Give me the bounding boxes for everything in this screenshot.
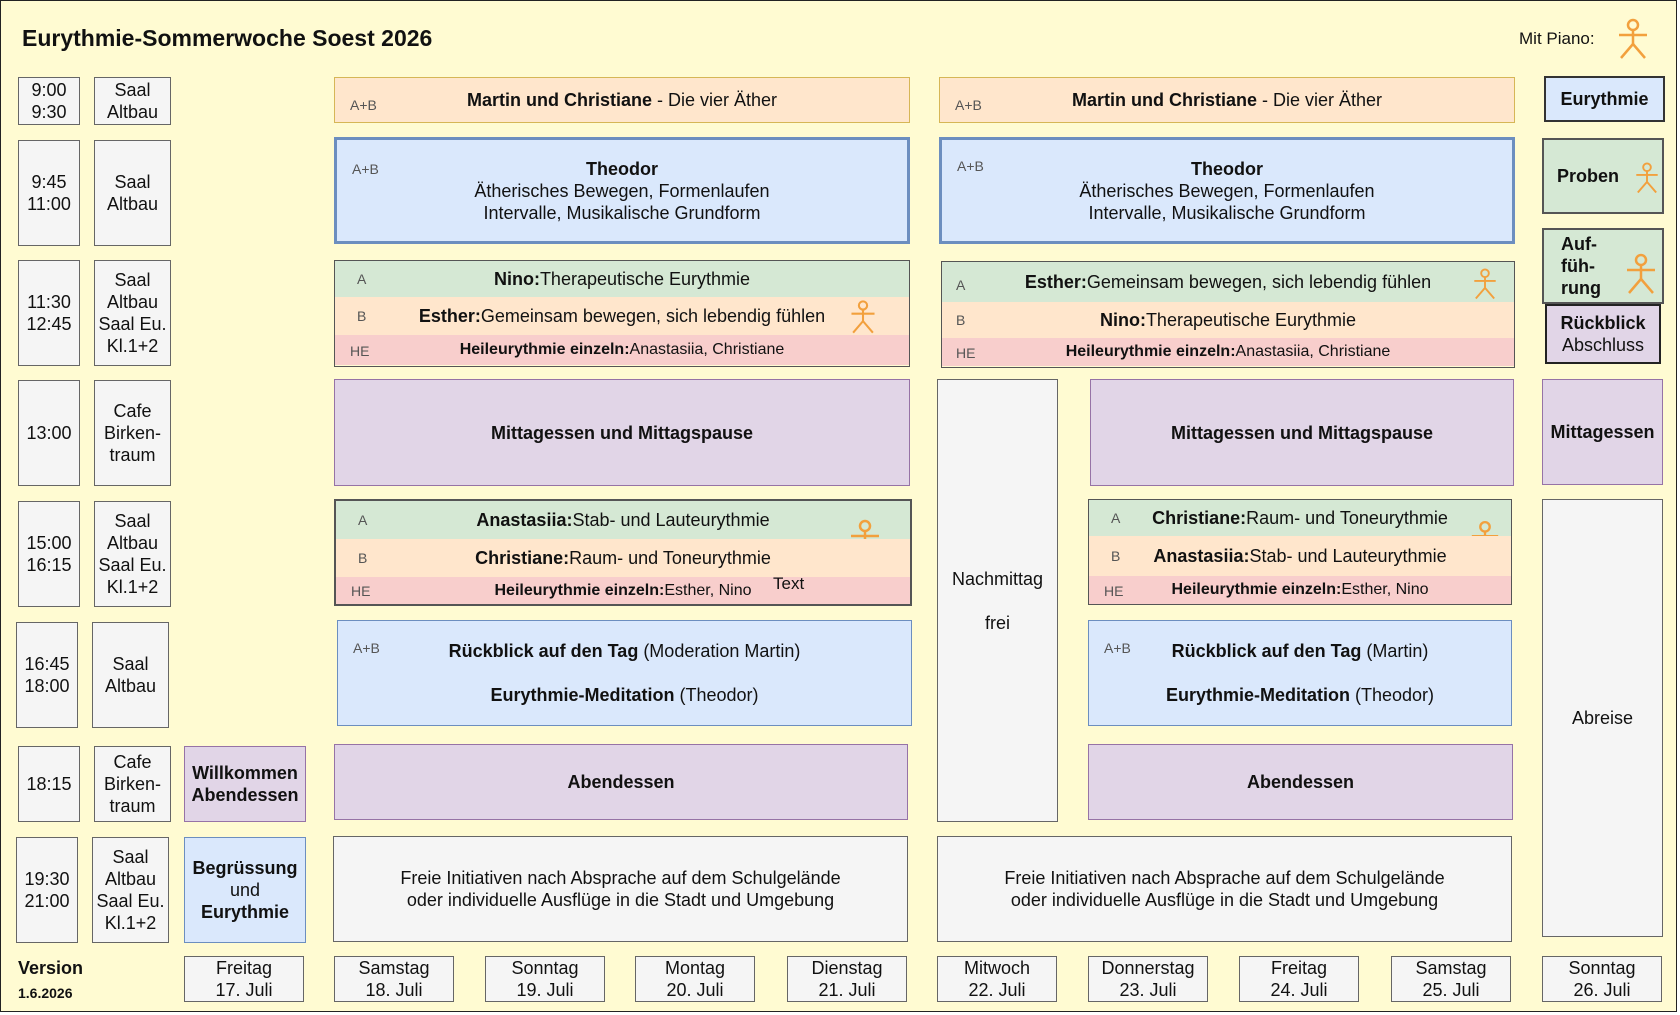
group-tag: A bbox=[956, 277, 966, 293]
week1-theodor-block bbox=[334, 137, 910, 244]
room-line: Altbau bbox=[106, 533, 159, 553]
evening-line: oder individuelle Ausflüge in die Stadt und Umgebung bbox=[1010, 890, 1439, 910]
day-name: Mitwoch bbox=[963, 958, 1030, 978]
room-line: Kl.1+2 bbox=[104, 913, 157, 933]
teacher-name: Esther: bbox=[418, 305, 481, 326]
day-header bbox=[635, 956, 755, 1002]
last-day-proben-block bbox=[1542, 138, 1664, 214]
room-line: Saal bbox=[114, 270, 151, 290]
week1-evening-block bbox=[333, 836, 908, 942]
room-line: Altbau bbox=[106, 194, 159, 214]
day-name: Sonntag bbox=[1568, 958, 1636, 978]
course-title: Esther, Nino bbox=[1341, 581, 1429, 598]
time-end: 18:00 bbox=[24, 676, 70, 696]
day-header bbox=[485, 956, 605, 1002]
room-line: Altbau bbox=[106, 292, 159, 312]
group-tag: A+B bbox=[352, 161, 379, 177]
last-day-review-block bbox=[1545, 304, 1661, 364]
teacher-name: Theodor bbox=[586, 158, 658, 179]
meditation-title: Eurythmie-Meditation bbox=[1165, 685, 1350, 705]
room-line: Kl.1+2 bbox=[106, 336, 159, 356]
room-slot-1 bbox=[94, 77, 171, 125]
course-title: - Die vier Äther bbox=[651, 90, 778, 110]
week1-morning-block bbox=[334, 77, 910, 123]
group-tag: HE bbox=[1104, 583, 1124, 599]
day-header bbox=[1088, 956, 1208, 1002]
day-date: 22. Juli bbox=[968, 980, 1026, 1000]
time-start: 18:15 bbox=[26, 774, 72, 794]
week1-dinner-block: Abendessen bbox=[334, 744, 908, 820]
week2-morning-block bbox=[939, 77, 1515, 123]
day-name: Sonntag bbox=[511, 958, 579, 978]
teacher-name: Christiane: bbox=[475, 547, 570, 568]
day-name: Samstag bbox=[1415, 958, 1487, 978]
piano-legend-label: Mit Piano: bbox=[1519, 29, 1595, 48]
room-line: Cafe bbox=[113, 752, 152, 772]
time-start: 16:45 bbox=[24, 654, 70, 674]
block-line: Begrüssung bbox=[192, 858, 298, 878]
course-title: Gemeinsam bewegen, sich lebendig fühlen bbox=[480, 305, 826, 326]
course-row-b bbox=[336, 539, 910, 577]
week2-afternoon-stack bbox=[1088, 499, 1512, 605]
group-tag: HE bbox=[350, 343, 370, 359]
room-line: Cafe bbox=[113, 401, 152, 421]
day-header bbox=[1239, 956, 1359, 1002]
teacher-name: Heileurythmie einzeln: bbox=[1065, 343, 1236, 360]
room-line: Saal bbox=[114, 80, 151, 100]
course-title: Anastasiia, Christiane bbox=[629, 341, 785, 358]
review-label: Rückblick bbox=[1560, 313, 1646, 333]
room-slot-5 bbox=[94, 501, 171, 607]
course-title: Anastasiia, Christiane bbox=[1235, 343, 1391, 360]
course-row-a bbox=[942, 262, 1514, 302]
review-moderator: (Moderation Martin) bbox=[638, 641, 801, 661]
teacher-name: Anastasiia: bbox=[1153, 545, 1250, 566]
day-date: 26. Juli bbox=[1573, 980, 1631, 1000]
course-line: Intervalle, Musikalische Grundform bbox=[1088, 202, 1366, 223]
day-header bbox=[787, 956, 907, 1002]
room-line: Saal bbox=[112, 847, 149, 867]
day-header bbox=[1542, 956, 1662, 1002]
piano-person-icon bbox=[1634, 160, 1660, 196]
day-header bbox=[937, 956, 1057, 1002]
week2-review-block bbox=[1088, 620, 1512, 726]
teacher-name: Heileurythmie einzeln: bbox=[1171, 581, 1342, 598]
week2-lunch-block: Mittagessen und Mittagspause bbox=[1090, 379, 1514, 486]
room-slot-4 bbox=[94, 380, 171, 486]
time-start: 15:00 bbox=[26, 533, 72, 553]
day-date: 25. Juli bbox=[1422, 980, 1480, 1000]
meditation-title: Eurythmie-Meditation bbox=[490, 685, 675, 705]
day-name: Samstag bbox=[358, 958, 430, 978]
course-title: - Die vier Äther bbox=[1256, 90, 1383, 110]
room-line: Saal bbox=[112, 654, 149, 674]
week2-evening-block bbox=[937, 836, 1512, 942]
performance-line: füh- bbox=[1561, 256, 1595, 276]
room-line: Saal Eu. bbox=[96, 891, 165, 911]
version-date: 1.6.2026 bbox=[18, 985, 73, 1001]
piano-person-icon bbox=[1624, 250, 1658, 298]
time-start: 9:45 bbox=[31, 172, 67, 192]
welcome-eurythmy-block bbox=[184, 837, 306, 943]
teacher-name: Theodor bbox=[1191, 158, 1263, 179]
wednesday-free-afternoon bbox=[937, 379, 1058, 822]
performance-line: Auf- bbox=[1561, 234, 1597, 254]
evening-line: oder individuelle Ausflüge in die Stadt und Umgebung bbox=[406, 890, 835, 910]
course-line: Ätherisches Bewegen, Formenlaufen bbox=[474, 180, 770, 201]
time-end: 21:00 bbox=[24, 891, 70, 911]
room-line: Saal bbox=[114, 172, 151, 192]
day-date: 17. Juli bbox=[215, 980, 273, 1000]
course-title: Therapeutische Eurythmie bbox=[539, 268, 751, 289]
room-line: Saal Eu. bbox=[98, 555, 167, 575]
room-line: Altbau bbox=[104, 676, 157, 696]
week2-dinner-block: Abendessen bbox=[1088, 744, 1513, 820]
day-date: 18. Juli bbox=[365, 980, 423, 1000]
teacher-name: Martin und Christiane bbox=[1071, 90, 1257, 110]
group-tag: B bbox=[357, 308, 367, 324]
time-slot-8 bbox=[16, 837, 78, 943]
group-tag: A bbox=[357, 271, 367, 287]
day-name: Freitag bbox=[1270, 958, 1328, 978]
room-slot-7 bbox=[94, 746, 171, 822]
free-line: frei bbox=[984, 612, 1010, 633]
time-start: 9:00 bbox=[31, 80, 67, 100]
day-header bbox=[184, 956, 304, 1002]
day-header bbox=[334, 956, 454, 1002]
group-tag: A+B bbox=[957, 158, 984, 174]
week1-afternoon-stack bbox=[334, 499, 912, 606]
teacher-name: Nino: bbox=[1099, 309, 1146, 330]
day-name: Freitag bbox=[215, 958, 273, 978]
day-header bbox=[1391, 956, 1511, 1002]
block-line: Abendessen bbox=[191, 785, 299, 805]
course-row-he bbox=[942, 338, 1514, 366]
group-tag: A+B bbox=[350, 97, 377, 113]
room-line: Saal bbox=[114, 511, 151, 531]
piano-person-icon bbox=[1616, 18, 1650, 60]
course-row-he bbox=[336, 577, 910, 604]
version-label: Version bbox=[18, 958, 84, 978]
time-start: 11:30 bbox=[27, 292, 71, 312]
course-row-he bbox=[1089, 576, 1511, 604]
time-end: 11:00 bbox=[27, 194, 71, 214]
block-line: Eurythmie bbox=[200, 902, 290, 922]
time-end: 16:15 bbox=[26, 555, 72, 575]
room-line: Altbau bbox=[104, 869, 157, 889]
day-date: 20. Juli bbox=[666, 980, 724, 1000]
welcome-dinner-block bbox=[184, 746, 306, 822]
course-row-b bbox=[1089, 536, 1511, 576]
review-moderator: (Martin) bbox=[1361, 641, 1429, 661]
room-line: Birken- bbox=[103, 423, 161, 443]
last-day-departure-block: Abreise bbox=[1542, 499, 1663, 937]
group-tag: B bbox=[358, 550, 368, 566]
teacher-name: Heileurythmie einzeln: bbox=[494, 581, 665, 599]
closing-label: Abschluss bbox=[1561, 335, 1645, 355]
day-date: 19. Juli bbox=[516, 980, 574, 1000]
page-title: Eurythmie-Sommerwoche Soest 2026 bbox=[22, 25, 433, 51]
course-title: Raum- und Toneurythmie bbox=[1246, 507, 1448, 528]
week1-late-morning-stack bbox=[334, 260, 910, 367]
time-start: 13:00 bbox=[26, 423, 72, 443]
group-tag: A bbox=[1111, 510, 1121, 526]
day-name: Donnerstag bbox=[1101, 958, 1195, 978]
course-row-b bbox=[942, 302, 1514, 338]
group-tag: B bbox=[1111, 548, 1121, 564]
last-day-performance-block bbox=[1542, 228, 1664, 304]
proben-label: Proben bbox=[1556, 166, 1619, 186]
course-title: Esther, Nino bbox=[664, 581, 752, 599]
time-slot-3 bbox=[18, 260, 80, 366]
time-slot-7 bbox=[18, 746, 80, 822]
evening-line: Freie Initiativen nach Absprache auf dem Schulgelände bbox=[1004, 868, 1445, 888]
time-slot-5 bbox=[18, 501, 80, 607]
week1-review-block bbox=[337, 620, 912, 726]
meditation-teacher: (Theodor) bbox=[1349, 685, 1435, 705]
meditation-teacher: (Theodor) bbox=[674, 685, 759, 705]
room-slot-6 bbox=[92, 622, 169, 728]
group-tag: A+B bbox=[353, 640, 380, 656]
performance-line: rung bbox=[1561, 278, 1601, 298]
piano-person-icon bbox=[1472, 267, 1498, 301]
room-line: Saal Eu. bbox=[98, 314, 167, 334]
week1-lunch-block: Mittagessen und Mittagspause bbox=[334, 379, 910, 486]
group-tag: B bbox=[956, 312, 966, 328]
time-end: 9:30 bbox=[31, 102, 67, 122]
block-line: und bbox=[229, 880, 261, 900]
teacher-name: Esther: bbox=[1024, 271, 1087, 292]
room-line: Altbau bbox=[106, 102, 159, 122]
piano-person-icon bbox=[849, 299, 877, 335]
room-line: Birken- bbox=[103, 774, 161, 794]
time-slot-1 bbox=[18, 77, 80, 125]
week2-late-morning-stack bbox=[941, 261, 1515, 368]
free-line: Nachmittag bbox=[951, 568, 1044, 589]
room-line: Kl.1+2 bbox=[106, 577, 159, 597]
room-line: traum bbox=[109, 796, 156, 816]
course-row-b bbox=[335, 297, 909, 335]
group-tag: HE bbox=[351, 583, 371, 599]
course-line: Intervalle, Musikalische Grundform bbox=[483, 202, 761, 223]
day-date: 21. Juli bbox=[818, 980, 876, 1000]
time-end: 12:45 bbox=[26, 314, 72, 334]
course-title: Therapeutische Eurythmie bbox=[1145, 309, 1357, 330]
course-line: Ätherisches Bewegen, Formenlaufen bbox=[1079, 180, 1375, 201]
day-name: Montag bbox=[664, 958, 726, 978]
course-title: Stab- und Lauteurythmie bbox=[572, 509, 770, 530]
block-line: Willkommen bbox=[192, 763, 298, 783]
teacher-name: Martin und Christiane bbox=[466, 90, 652, 110]
teacher-name: Heileurythmie einzeln: bbox=[459, 341, 630, 358]
day-name: Dienstag bbox=[811, 958, 883, 978]
review-title: Rückblick auf den Tag bbox=[448, 641, 639, 661]
group-tag: A bbox=[358, 512, 368, 528]
course-row-he bbox=[335, 335, 909, 365]
course-row-a bbox=[1089, 500, 1511, 536]
group-tag: HE bbox=[956, 345, 976, 361]
course-row-a bbox=[335, 261, 909, 297]
room-line: traum bbox=[109, 445, 156, 465]
week2-theodor-block bbox=[939, 137, 1515, 244]
day-date: 24. Juli bbox=[1270, 980, 1328, 1000]
time-slot-4 bbox=[18, 380, 80, 486]
evening-line: Freie Initiativen nach Absprache auf dem Schulgelände bbox=[400, 868, 841, 888]
course-title: Raum- und Toneurythmie bbox=[569, 547, 771, 568]
time-slot-2 bbox=[18, 140, 80, 246]
time-start: 19:30 bbox=[24, 869, 70, 889]
room-slot-2 bbox=[94, 140, 171, 246]
course-title: Stab- und Lauteurythmie bbox=[1249, 545, 1447, 566]
teacher-name: Nino: bbox=[493, 268, 540, 289]
group-tag: A+B bbox=[955, 97, 982, 113]
room-slot-8 bbox=[92, 837, 169, 943]
course-row-a bbox=[336, 501, 910, 539]
teacher-name: Christiane: bbox=[1152, 507, 1247, 528]
teacher-name: Anastasiia: bbox=[476, 509, 573, 530]
group-tag: A+B bbox=[1104, 640, 1131, 656]
stray-text-label: Text bbox=[773, 574, 805, 593]
last-day-lunch-block: Mittagessen bbox=[1542, 379, 1663, 485]
last-day-eurythmie-block: Eurythmie bbox=[1544, 76, 1665, 122]
day-date: 23. Juli bbox=[1119, 980, 1177, 1000]
review-title: Rückblick auf den Tag bbox=[1171, 641, 1362, 661]
time-slot-6 bbox=[16, 622, 78, 728]
course-title: Gemeinsam bewegen, sich lebendig fühlen bbox=[1086, 271, 1432, 292]
room-slot-3 bbox=[94, 260, 171, 366]
